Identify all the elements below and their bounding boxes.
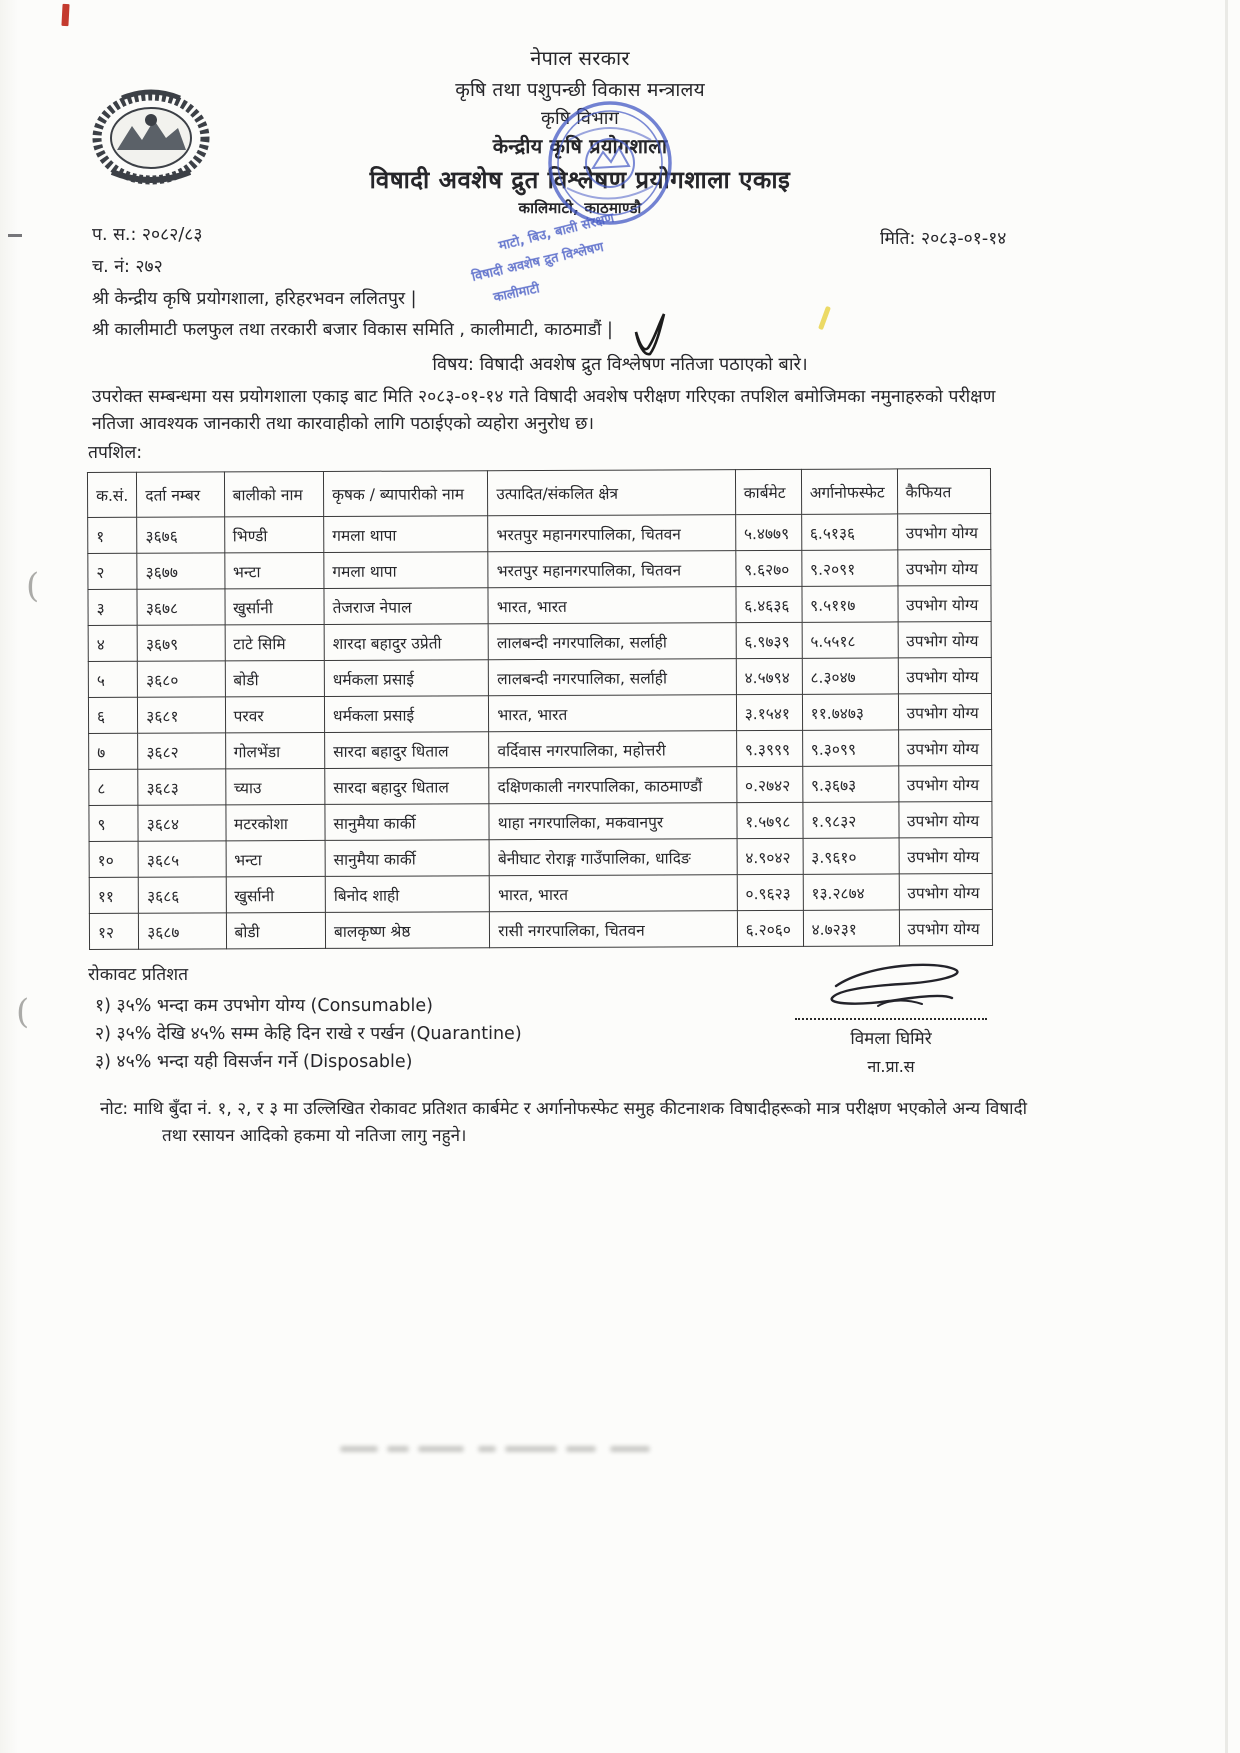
table-cell: ३६८५ [138,841,225,877]
table-row [88,658,991,698]
table-cell: खुर्सानी [225,588,325,624]
table-cell: बोडी [226,912,326,948]
table-cell: ९.३०९९ [802,730,898,766]
table-cell: ४ [88,625,137,661]
table-cell: ३६८३ [138,769,225,805]
table-cell: ४.७२३१ [803,910,899,946]
table-cell: मटरकोशा [225,804,325,840]
yellow-highlight-mark [818,306,831,330]
table-cell: ६.९७३९ [736,622,802,658]
stamp-impression-text: विषादी अवशेष द्रुत विश्लेषण [470,239,606,285]
table-cell: उपभोग योग्य [899,838,993,874]
table-cell: गमला थापा [324,516,488,553]
table-cell: १० [89,841,138,877]
signature-dotted-line [795,1010,987,1020]
table-cell: दक्षिणकाली नगरपालिका, काठमाण्डौं [489,767,737,804]
table-cell: उपभोग योग्य [898,694,992,730]
table-cell: ४.५७९४ [736,658,802,694]
table-cell: ३६७७ [137,553,224,589]
table-cell: ३६८२ [138,733,225,769]
table-cell: बिनोद शाही [325,876,489,913]
table-row [89,874,992,914]
table-cell: ९.३९९९ [736,730,802,766]
table-cell: भारत, भारत [490,875,738,912]
table-cell: ३६८० [138,661,225,697]
subject-line: विषय: विषादी अवशेष द्रुत विश्लेषण नतिजा पठाएको बारे। [432,354,808,375]
table-cell: उपभोग योग्य [898,766,992,802]
table-cell: भारत, भारत [488,587,736,624]
column-header: कृषक / ब्यापारीको नाम [323,471,487,517]
table-cell: ९.६२७० [735,550,801,586]
table-cell: ३६८६ [138,877,225,913]
table-cell: ०.९६२३ [737,874,803,910]
table-cell: ३६८७ [139,913,226,949]
table-row [89,730,992,770]
table-cell: ५ [88,661,137,697]
table-cell: ३६७९ [137,625,224,661]
punch-shadow-mark: ( [16,992,30,1032]
letter-date: मिति: २०८३-०१-१४ [880,229,1007,249]
table-cell: रासी नगरपालिका, चितवन [490,911,738,948]
table-cell: १.९८३२ [803,802,899,838]
table-cell: लालबन्दी नगरपालिका, सर्लाही [488,623,736,660]
table-cell: ६.२०६० [737,910,803,946]
table-row [89,910,992,950]
table-cell: ८ [89,769,138,805]
table-cell: उपभोग योग्य [897,514,991,550]
stamp-impression-text: माटो, बिउ, बाली संरक्षण [497,210,616,255]
table-row [88,514,991,554]
punch-shadow-mark: ( [26,566,40,606]
table-cell: शारदा बहादुर उप्रेती [324,624,488,661]
table-cell: परवर [225,696,325,732]
table-cell: थाहा नगरपालिका, मकवानपुर [489,803,737,840]
table-cell: सारदा बहादुर धिताल [325,768,489,805]
table-cell: च्याउ [225,768,325,804]
tapasil-label: तपशिल: [88,443,143,463]
table-cell: वर्दिवास नगरपालिका, महोत्तरी [489,731,737,768]
table-header [87,469,990,518]
table-cell: बालकृष्ण श्रेष्ठ [325,912,489,949]
table-cell: बोडी [225,660,325,696]
table-cell: भिण्डी [224,516,324,552]
table-row [88,586,991,626]
table-cell: ९ [89,805,138,841]
addressee-line: श्री कालीमाटी फलफुल तथा तरकारी बजार विकास समिति , कालीमाटी, काठमाडौं | [92,320,613,340]
table-cell: ९.३६७३ [802,766,898,802]
table-cell: १ [88,517,137,553]
table-cell: ६ [88,697,137,733]
column-header: कार्बमेट [735,469,801,514]
table-cell: ३६७८ [137,589,224,625]
table-cell: गोलभेंडा [225,732,325,768]
blockage-percent-title: रोकावट प्रतिशत [88,965,189,985]
table-cell: ११ [89,877,138,913]
table-cell: बेनीघाट रोराङ्ग गाउँपालिका, धादिङ [489,839,737,876]
table-cell: ५.४७७९ [735,514,801,550]
edge-dash-mark [8,234,22,237]
table-cell: उपभोग योग्य [897,586,991,622]
table-cell: धर्मकला प्रसाई [324,660,488,697]
body-paragraph: उपरोक्त सम्बन्धमा यस प्रयोगशाला एकाइ बाट मिति २०८३-०१-१४ गते विषादी अवशेष परीक्षण गरिएका तपशिल बमोजिमका नमुनाहरुको परीक्षण नतिजा आवश्यक जानकारी तथा कारवाहीको लागि पठाईएको व्यहोरा अनुरोध छ। [92,387,996,434]
letterhead-office: केन्द्रीय कृषि प्रयोगशाला [492,134,668,158]
table-cell: तेजराज नेपाल [324,588,488,625]
column-header: बालीको नाम [224,471,324,516]
table-cell: खुर्सानी [226,876,326,912]
table-cell: सारदा बहादुर धिताल [325,732,489,769]
table-cell: भन्टा [224,552,324,588]
column-header: क.सं. [87,472,136,517]
column-header: उत्पादित/संकलित क्षेत्र [488,470,736,516]
column-header: अर्गानोफस्फेट [801,469,897,514]
table-cell: उपभोग योग्य [899,874,993,910]
letterhead-address: कालिमाटी, काठमाण्डौ [518,199,642,217]
table-cell: सानुमैया कार्की [325,840,489,877]
table-cell: उपभोग योग्य [897,550,991,586]
signatory-designation: ना.प्रा.स [867,1057,915,1076]
table-row [88,694,991,734]
stamp-impression-text: कालीमाटी [492,281,541,306]
red-pen-mark [61,4,69,26]
table-cell: भरतपुर महानगरपालिका, चितवन [488,515,736,552]
table-cell: ३६७६ [137,517,224,553]
table-row [89,766,992,806]
table-cell: ७ [89,733,138,769]
table-cell: ४.९०४२ [737,838,803,874]
letterhead-department: कृषि विभाग [541,108,619,129]
table-cell: उपभोग योग्य [898,658,992,694]
bleed-through-marks [340,1438,700,1464]
table-row [89,838,992,878]
table-cell: १२ [89,913,138,949]
legend-item: २) ३५% देखि ४५% सम्म केहि दिन राखे र पर्खन (Quarantine) [95,1024,522,1044]
letterhead-government: नेपाल सरकार [530,46,630,70]
table-cell: ५.५५१८ [802,622,898,658]
table-row [88,622,991,662]
table-cell: उपभोग योग्य [899,910,993,946]
table-cell: ३ [88,589,137,625]
table-cell: उपभोग योग्य [898,730,992,766]
table-cell: भारत, भारत [489,695,737,732]
table-cell: उपभोग योग्य [898,802,992,838]
signatory-name: विमला घिमिरे [850,1029,932,1049]
table-cell: ९.५११७ [802,586,898,622]
results-table [87,468,993,950]
table-cell: भन्टा [226,840,326,876]
legend-item: १) ३५% भन्दा कम उपभोग योग्य (Consumable) [95,996,433,1016]
table-cell: सानुमैया कार्की [325,804,489,841]
table-cell: २ [88,553,137,589]
table-cell: टाटे सिमि [225,624,325,660]
table-cell: ९.२०९१ [801,550,897,586]
table-cell: ११.७४७३ [802,694,898,730]
dispatch-number: च. नं: २७२ [92,257,163,277]
table-cell: गमला थापा [324,552,488,589]
letterhead-ministry: कृषि तथा पशुपन्छी विकास मन्त्रालय [455,79,705,101]
note-paragraph: नोट: माथि बुँदा नं. १, २, र ३ मा उल्लिखित रोकावट प्रतिशत कार्बमेट र अर्गानोफस्फेट समुह कीटनाशक विषादीहरूको मात्र परीक्षण भएकोले अन्य विषादी तथा रसायन आदिको हकमा यो नतिजा लागु नहुने। [100,1099,1028,1146]
addressee-line: श्री केन्द्रीय कृषि प्रयोगशाला, हरिहरभवन ललितपुर | [92,289,417,309]
table-cell: १३.२८७४ [803,874,899,910]
column-header: दर्ता नम्बर [137,472,224,517]
table-cell: लालबन्दी नगरपालिका, सर्लाही [489,659,737,696]
table-row [88,550,991,590]
table-cell: ०.२७४२ [736,766,802,802]
table-row [89,802,992,842]
table-cell: ३.१५४१ [736,694,802,730]
table-cell: ३६८४ [138,805,225,841]
table-cell: ६.४६३६ [736,586,802,622]
table-cell: उपभोग योग्य [898,622,992,658]
table-cell: धर्मकला प्रसाई [324,696,488,733]
table-cell: १.५७९८ [737,802,803,838]
legend-item: ३) ४५% भन्दा यही विसर्जन गर्ने (Disposable) [95,1052,413,1072]
column-header: कैफियत [897,469,991,514]
letterhead-unit: विषादी अवशेष द्रुत विश्लेषण प्रयोगशाला एकाइ [369,166,791,194]
table-cell: ३६८१ [138,697,225,733]
table-cell: ६.५१३६ [801,514,897,550]
table-cell: भरतपुर महानगरपालिका, चितवन [488,551,736,588]
table-cell: ३.९६१० [803,838,899,874]
ref-number: प. स.: २०८२/८३ [92,225,203,245]
table-cell: ८.३०४७ [802,658,898,694]
